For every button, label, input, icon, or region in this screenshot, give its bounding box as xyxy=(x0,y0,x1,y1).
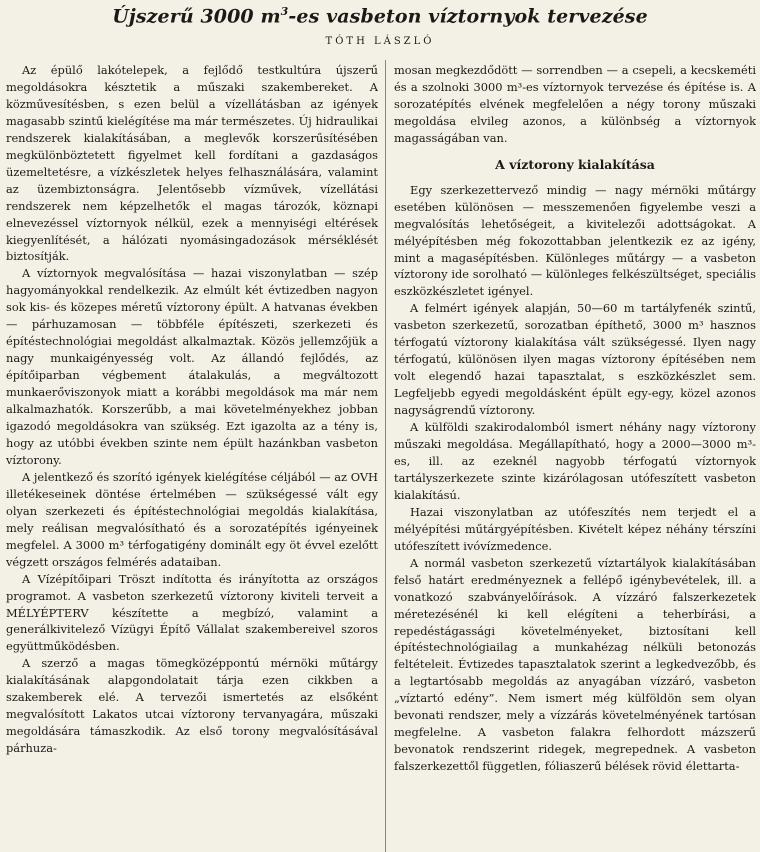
paragraph: Az épülő lakótelepek, a fejlődő testkultúra újszerű megoldásokra késztetik a műszaki szakembereket. A közművesítésben, s ezen belül a vízellátásban az igények magasabb szintű kielégítése ma már természetes. Új hidraulikai rendszerek kialakításában, a meglevők korszerűsítésében megkülönböztetett figyelmet kell fordítani a gazdaságos üzemeltetésre, a vízkészletek helyes felhasználására, valamint az üzembiztonságra. Jelentősebb vízművek, vízellátási rendszerek nem képzelhetők el magas tározók, köznapi elnevezéssel víztornyok nélkül, ezek a mennyiségi eltérések kiegyenlítését, a hálózati nyomásingadozások mérséklését biztosítják. xyxy=(6,63,378,264)
paragraph: A külföldi szakirodalomból ismert néhány nagy víztorony műszaki megoldása. Megállapítható, hogy a 2000—3000 m³-es, ill. az ezeknél nagyobb térfogatú víztornyok tartályszerkezete szinte kizárólagosan utófeszített vasbeton kialakítású. xyxy=(394,420,756,502)
column-divider xyxy=(385,60,386,852)
paragraph: A jelentkező és szorító igények kielégítése céljából — az OVH illetékeseinek döntése értelmében — szükségessé vált egy olyan szerkezeti és építéstechnológiai megoldás kialakítása, mely reálisan megvalósítható és a sorozatépítés igényeinek megfelel. A 3000 m³ térfogatigény dominált egy öt évvel ezelőtt végzett országos felmérés adataiban. xyxy=(6,469,378,569)
title-rest: -es vasbeton víztornyok tervezése xyxy=(288,5,648,28)
author-name: TÓTH LÁSZLÓ xyxy=(325,36,435,47)
article-title xyxy=(0,5,760,27)
paragraph: Egy szerkezettervező mindig — nagy mérnöki műtárgy esetében különösen — messzemenően figyelembe veszi a megvalósítás lehetőségeit, a kivitelezői adottságokat. A mélyépítésben még fokozottabban jelentkezik ez az igény, mint a magasépítésben. Különleges műtárgy — a vasbeton víztorony ide sorolható — különleges felkészültséget, speciális eszközkészletet igényel. xyxy=(394,182,756,299)
title-superscript: 3 xyxy=(280,5,289,18)
paragraph-continuation: mosan megkezdődött — sorrendben — a csepeli, a kecskeméti és a szolnoki 3000 m³-es víztornyok tervezése és építése is. A sorozatépítés elvének megfelelően a négy torony műszaki megoldása elvileg azonos, a különbség a víztornyok magasságában van. xyxy=(394,63,756,145)
title-main: Újszerű 3000 m xyxy=(112,5,281,28)
paragraph: A Vízépítőipari Tröszt indította és irányította az országos programot. A vasbeton szerkezetű víztorony kiviteli terveit a MÉLYÉPTERV készítette a megbízó, valamint a generálkivitelező Vízügyi Építő Vállalat szakembereivel szoros együttműködésben. xyxy=(6,571,378,654)
section-heading: A víztorony kialakítása xyxy=(495,156,655,172)
right-column xyxy=(394,62,756,852)
paragraph: Hazai viszonylatban az utófeszítés nem terjedt el a mélyépítési műtárgyépítésben. Kivételt képez néhány térszíni utófeszített ivóvízmedence. xyxy=(394,504,756,553)
paragraph: A víztornyok megvalósítása — hazai viszonylatban — szép hagyományokkal rendelkezik. Az elmúlt két évtizedben nagyon sok kis- és közepes méretű víztorony épült. A hatvanas években — párhuzamosan — többféle építészeti, szerkezeti és építéstechnológiai megoldást alkalmaztak. Közös jellemzőjük a nagy munkaigényesség volt. Az állandó fejlődés, az építőiparban végbement átalakulás, a megváltozott munkaerőviszonyok miatt a korábbi megoldások ma már nem alkalmazhatók. Korszerűbb, a mai követelményekhez jobban igazodó megoldásokra van szükség. Ezt igazolta az a tény is, hogy az utóbbi években szinte nem épült hazánkban vasbeton víztorony. xyxy=(6,266,378,467)
paragraph: A felmért igények alapján, 50—60 m tartályfenék szintű, vasbeton szerkezetű, sorozatban építhető, 3000 m³ hasznos térfogatú víztorony kialakítása vált szükségessé. Ilyen nagy térfogatú, különösen ilyen magas víztorony építésében nem volt elegendő hazai tapasztalat, s eszközkészlet sem. Legfeljebb egyedi megoldásként épült egy-egy, közel azonos nagyságrendű víztorony. xyxy=(394,301,756,418)
paragraph: A szerző a magas tömegközéppontú mérnöki műtárgy kialakításának alapgondolatait tárja ezen cikkben a szakemberek elé. A tervezői ismertetés az elsőként megvalósított Lakatos utcai víztorony tervanyagára, műszaki megoldására támaszkodik. Az első torony megvalósításával párhuza- xyxy=(6,656,378,756)
left-column xyxy=(6,62,378,852)
paragraph: A normál vasbeton szerkezetű víztartályok kialakításában felső határt eredményeznek a fellépő igénybevételek, ill. a vonatkozó szabványelőírások. A vízzáró falszerkezetek méretezésénél ki kell elégíteni a teherbírási, a repedéstágassági követelményeket, biztosítani kell építéstechnológiailag a munkahézag nélküli betonozás feltételeit. Évtizedes tapasztalatok szerint a legkedvezőbb, és a legtartósabb megoldás az anyagában vízzáró, vasbeton „víztartó edény”. Nem ismert még külföldön sem olyan bevonati rendszer, mely a vízzárás követelményének tartósan megfelelne. A vasbeton falakra felhordott mázszerű bevonatok rendszerint ridegek, megrepednek. A vasbeton falszerkezettől független, fóliaszerű bélések rövid élettarta- xyxy=(394,555,756,774)
